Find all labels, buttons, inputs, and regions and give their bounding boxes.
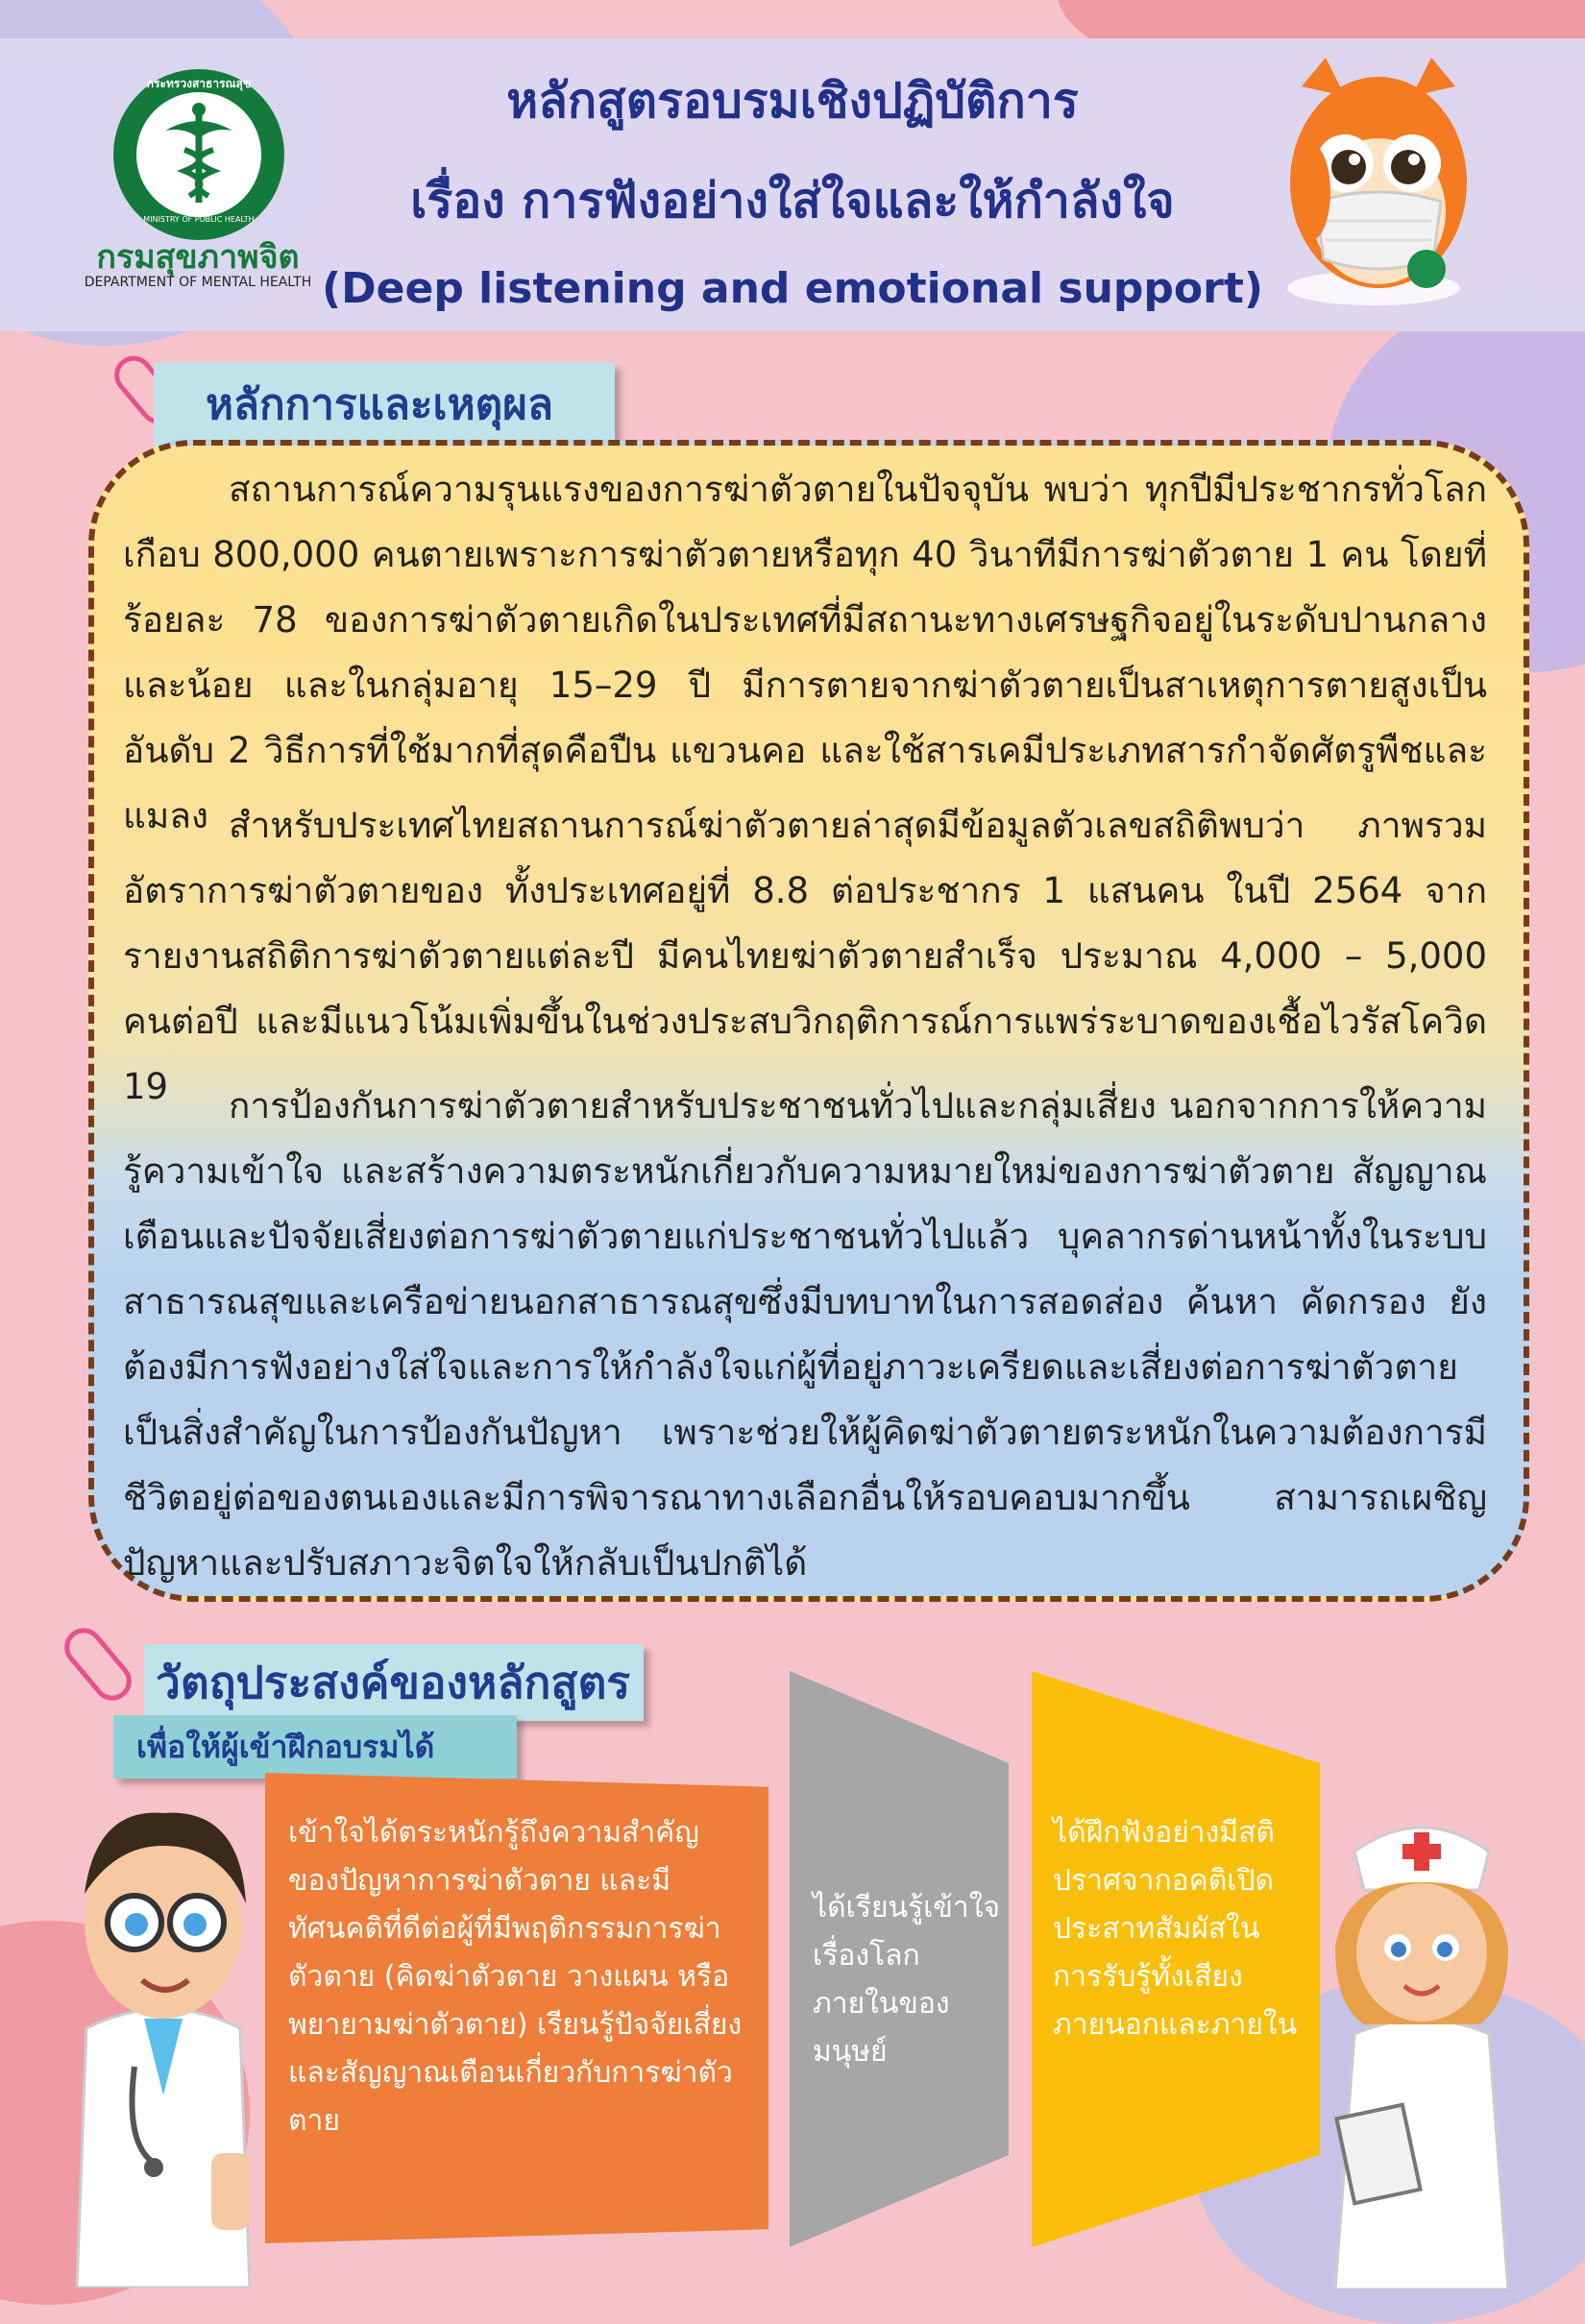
page-title-line3: (Deep listening and emotional support) (322, 264, 1263, 313)
rationale-box (88, 440, 1529, 1602)
objective-text-3: ได้ฝึกฟังอย่างมีสติปราศจากอคติเปิดประสาทสัมผัสในการรับรู้ทั้งเสียงภายนอกและภายใน (1053, 1816, 1298, 2042)
rationale-heading: หลักการและเหตุผล (154, 363, 615, 448)
department-name-english: DEPARTMENT OF MENTAL HEALTH (84, 275, 312, 290)
paper-clip-icon (57, 1620, 139, 1708)
rationale-paragraph-3: การป้องกันการฆ่าตัวตายสำหรับประชาชนทั่วไปและกลุ่มเสี่ยง นอกจากการให้ความรู้ความเข้าใจ และสร้างความตระหนักเกี่ยวกับความหมายใหม่ของการฆ่าตัวตาย สัญญาณเตือนและปัจจัยเสี่ยงต่อการฆ่าตัวตายแก่ประชาชนทั่วไปแล้ว บุคลากรด่านหน้าทั้งในระบบสาธารณสุขและเครือข่ายนอกสาธารณสุขซึ่งมีบทบาทในการสอดส่อง ค้นหา คัดกรอง ยังต้องมีการฟังอย่างใส่ใจและการให้กำลังใจแก่ผู้ที่อยู่ภาวะเครียดและเสี่ยงต่อการฆ่าตัวตาย เป็นสิ่งสำคัญในการป้องกันปัญหา เพราะช่วยให้ผู้คิดฆ่าตัวตายตระหนักในความต้องการมีชีวิตอยู่ต่อของตนเองและมีการพิจารณาทางเลือกอื่นให้รอบคอบมากขึ้น สามารถเผชิญปัญหาและปรับสภาวะจิตใจให้กลับเป็นปกติได้ (123, 1085, 1487, 1584)
objectives-heading: วัตถุประสงค์ของหลักสูตร (144, 1644, 644, 1721)
nurse-character-icon (1316, 1794, 1527, 2289)
objective-text-2: ได้เรียนรู้เข้าใจเรื่องโลกภายในของมนุษย์ (813, 1891, 1000, 2069)
caduceus-icon (136, 92, 261, 217)
objective-text-1: เข้าใจได้ตระหนักรู้ถึงความสำคัญของปัญหาการฆ่าตัวตาย และมีทัศนคติที่ดีต่อผู้ที่มีพฤติกรรมการฆ่าตัวตาย (คิดฆ่าตัวตาย วางแผน หรือพยายามฆ่าตัวตาย) เรียนรู้ปัจจัยเสี่ยงและสัญญาณเตือนเกี่ยวกับการฆ่าตัวตาย (288, 1816, 743, 2138)
logo-inner-circle (136, 92, 261, 217)
logo-ring-bottom-text: MINISTRY OF PUBLIC HEALTH (143, 215, 255, 224)
page-title-line1: หลักสูตรอบรมเชิงปฏิบัติการ (506, 73, 1079, 129)
logo-ring-top-text: กระทรวงสาธารณสุข (146, 77, 252, 90)
rationale-paragraph-1: สถานการณ์ความรุนแรงของการฆ่าตัวตายในปัจจุบัน พบว่า ทุกปีมีประชากรทั่วโลกเกือบ 800,000 คนตายเพราะการฆ่าตัวตายหรือทุก 40 วินาทีมีการฆ่าตัวตาย 1 คน โดยที่ร้อยละ 78 ของการฆ่าตัวตายเกิดในประเทศที่มีสถานะทางเศรษฐกิจอยู่ในระดับปานกลางและน้อย และในกลุ่มอายุ 15–29 ปี มีการตายจากฆ่าตัวตายเป็นสาเหตุการตายสูงเป็นอันดับ 2 วิธีการที่ใช้มากที่สุดคือปืน แขวนคอ และใช้สารเคมีประเภทสารกำจัดศัตรูพืชและแมลง (123, 469, 1487, 836)
page-title-line2: เรื่อง การฟังอย่างใส่ใจและให้กำลังใจ (410, 173, 1175, 229)
owl-mascot-icon (1268, 48, 1479, 317)
rationale-paragraph-2: สำหรับประเทศไทยสถานการณ์ฆ่าตัวตายล่าสุดมีข้อมูลตัวเลขสถิติพบว่า ภาพรวมอัตราการฆ่าตัวตายของ ทั้งประเทศอยู่ที่ 8.8 ต่อประชากร 1 แสนคน ในปี 2564 จากรายงานสถิติการฆ่าตัวตายแต่ละปี มีคนไทยฆ่าตัวตายสำเร็จ ประมาณ 4,000 – 5,000 คนต่อปี และมีแนวโน้มเพิ่มขึ้นในช่วงประสบวิกฤติการณ์การแพร่ระบาดของเชื้อไวรัสโควิด 19 (123, 805, 1487, 1107)
doctor-character-icon (58, 1779, 269, 2288)
objectives-subheading: เพื่อให้ผู้เข้าฝึกอบรมได้ (113, 1715, 517, 1779)
department-name-thai: กรมสุขภาพจิต (96, 238, 300, 277)
